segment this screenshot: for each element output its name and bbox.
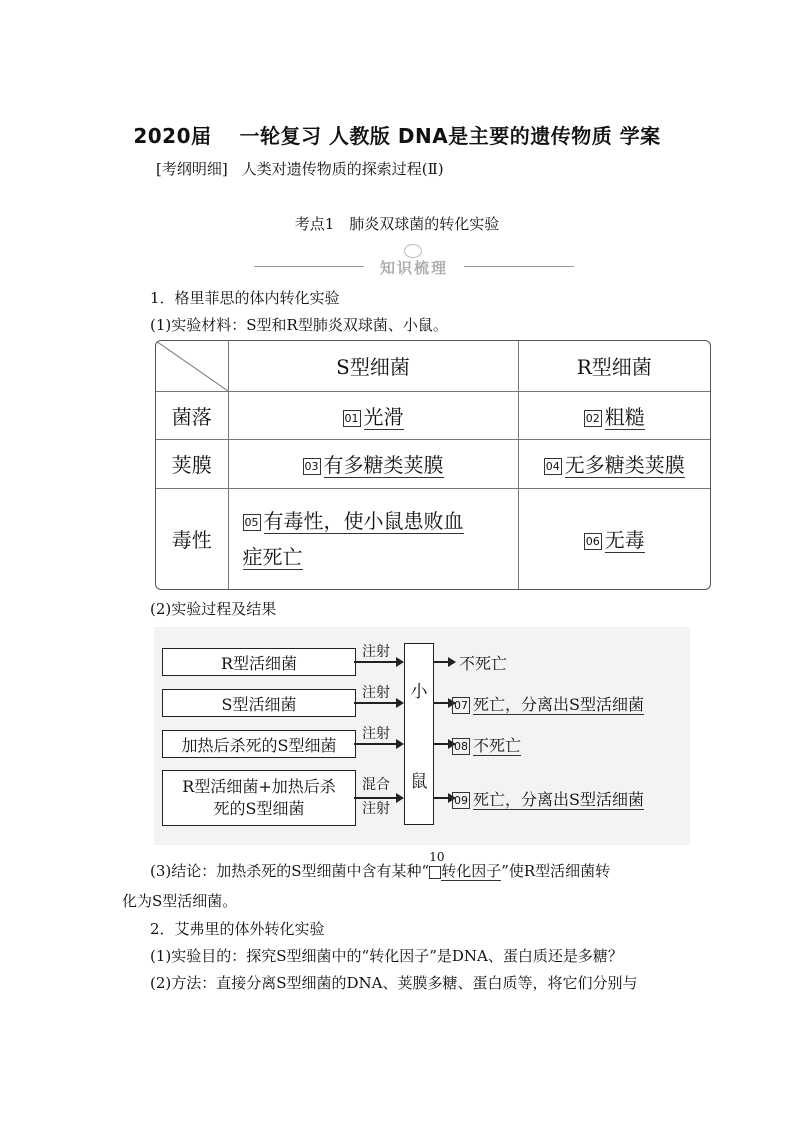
header-s-type: S型细菌	[228, 341, 518, 391]
action-label: 混合	[362, 777, 390, 793]
conclusion-key: 转化因子	[441, 862, 502, 880]
answer-number: 04	[545, 460, 560, 474]
arrow-line	[354, 661, 396, 663]
table-corner-cell	[156, 341, 228, 391]
conclusion-suffix: ”使R型活细菌转	[501, 862, 611, 880]
section2-heading: 2．艾弗里的体外转化实验	[150, 920, 325, 938]
arrow-line	[354, 702, 396, 704]
banner-label: 知识梳理	[379, 259, 448, 277]
answer-number: 03	[304, 460, 319, 474]
bacteria-comparison-table	[155, 340, 711, 590]
table-row	[156, 440, 710, 488]
injection-box: 加热后杀死的S型细菌	[162, 730, 356, 758]
table-cell	[518, 391, 710, 439]
section-point-title: 考点1 肺炎双球菌的转化实验	[294, 215, 500, 233]
result-item	[452, 733, 521, 756]
action-label: 注射	[362, 685, 390, 701]
table-cell	[228, 391, 518, 439]
syllabus-text: 人类对遗传物质的探索过程(Ⅱ)	[241, 160, 444, 178]
answer-number: 05	[244, 515, 259, 529]
section2-item1: (1)实验目的：探究S型细菌中的“转化因子”是DNA、蛋白质还是多糖？	[150, 947, 623, 965]
box-text: 死的S型细菌	[213, 799, 305, 818]
injection-box: R型活细菌	[162, 648, 356, 676]
result-text: 死亡，分离出S型活细菌	[473, 790, 644, 809]
answer-number: 01	[344, 412, 359, 426]
mouse-label-bottom: 鼠	[410, 771, 428, 792]
result-text: 不死亡	[459, 654, 508, 673]
result-item	[452, 787, 644, 810]
arrow-head	[396, 793, 404, 803]
mouse-box	[404, 643, 434, 825]
box-text: R型活细菌+加热后杀	[182, 777, 336, 796]
table-row	[156, 391, 710, 439]
action-label: 注射	[362, 644, 390, 660]
conclusion-line2: 化为S型活细菌。	[122, 892, 238, 910]
arrow-line	[434, 661, 448, 663]
answer-number: 08	[454, 740, 468, 753]
row-label: 荚膜	[156, 440, 228, 488]
answer-number: 07	[454, 699, 468, 712]
table-cell	[228, 488, 518, 589]
arrow-head	[396, 657, 404, 667]
answer-text: 粗糙	[604, 405, 645, 430]
row-label: 毒性	[156, 488, 228, 589]
arrow-line	[354, 743, 396, 745]
arrow-head	[396, 739, 404, 749]
action-label: 注射	[362, 801, 390, 817]
table-cell	[228, 440, 518, 488]
answer-number: 10	[429, 850, 445, 864]
page-title: 2020届 一轮复习 人教版 DNA是主要的遗传物质 学案	[133, 124, 661, 148]
arrow-line	[434, 797, 448, 799]
table-row	[156, 488, 710, 589]
syllabus-label: [考纲明细]	[156, 160, 228, 178]
arrow-line	[434, 702, 448, 704]
answer-text: 症死亡	[242, 544, 303, 569]
answer-number: 09	[454, 794, 468, 807]
injection-box	[162, 770, 356, 826]
action-label: 注射	[362, 726, 390, 742]
answer-text: 无多糖类荚膜	[564, 453, 685, 478]
arrow-head	[448, 657, 456, 667]
answer-box	[429, 866, 441, 879]
section1-item2: (2)实验过程及结果	[150, 600, 277, 618]
arrow-line	[354, 797, 396, 799]
result-text: 死亡，分离出S型活细菌	[473, 695, 644, 714]
diagonal-line	[156, 341, 228, 391]
section1-item1: (1)实验材料：S型和R型肺炎双球菌、小鼠。	[150, 316, 448, 334]
answer-text: 有多糖类荚膜	[323, 453, 444, 478]
answer-number: 02	[585, 412, 600, 426]
answer-text: 无毒	[604, 528, 645, 553]
injection-box: S型活细菌	[162, 689, 356, 717]
section2-item2: (2)方法：直接分离S型细菌的DNA、荚膜多糖、蛋白质等，将它们分别与	[150, 974, 638, 992]
arrow-line	[434, 743, 448, 745]
lightbulb-icon	[404, 244, 422, 258]
conclusion-line1	[150, 850, 611, 881]
answer-text: 光滑	[363, 405, 404, 430]
knowledge-banner	[254, 244, 574, 284]
row-label: 菌落	[156, 391, 228, 439]
section1-heading: 1．格里菲思的体内转化实验	[150, 289, 340, 307]
answer-text: 有毒性，使小鼠患败血	[263, 508, 464, 533]
syllabus-line	[156, 158, 444, 179]
conclusion-prefix: (3)结论：加热杀死的S型细菌中含有某种“	[150, 862, 430, 880]
experiment-diagram	[154, 627, 690, 845]
table-cell	[518, 440, 710, 488]
header-r-type: R型细菌	[518, 341, 710, 391]
result-item	[452, 692, 644, 715]
table-cell	[518, 488, 710, 589]
mouse-label-top: 小	[410, 681, 428, 702]
arrow-head	[396, 698, 404, 708]
answer-number: 06	[585, 535, 600, 549]
result-text: 不死亡	[473, 736, 522, 755]
